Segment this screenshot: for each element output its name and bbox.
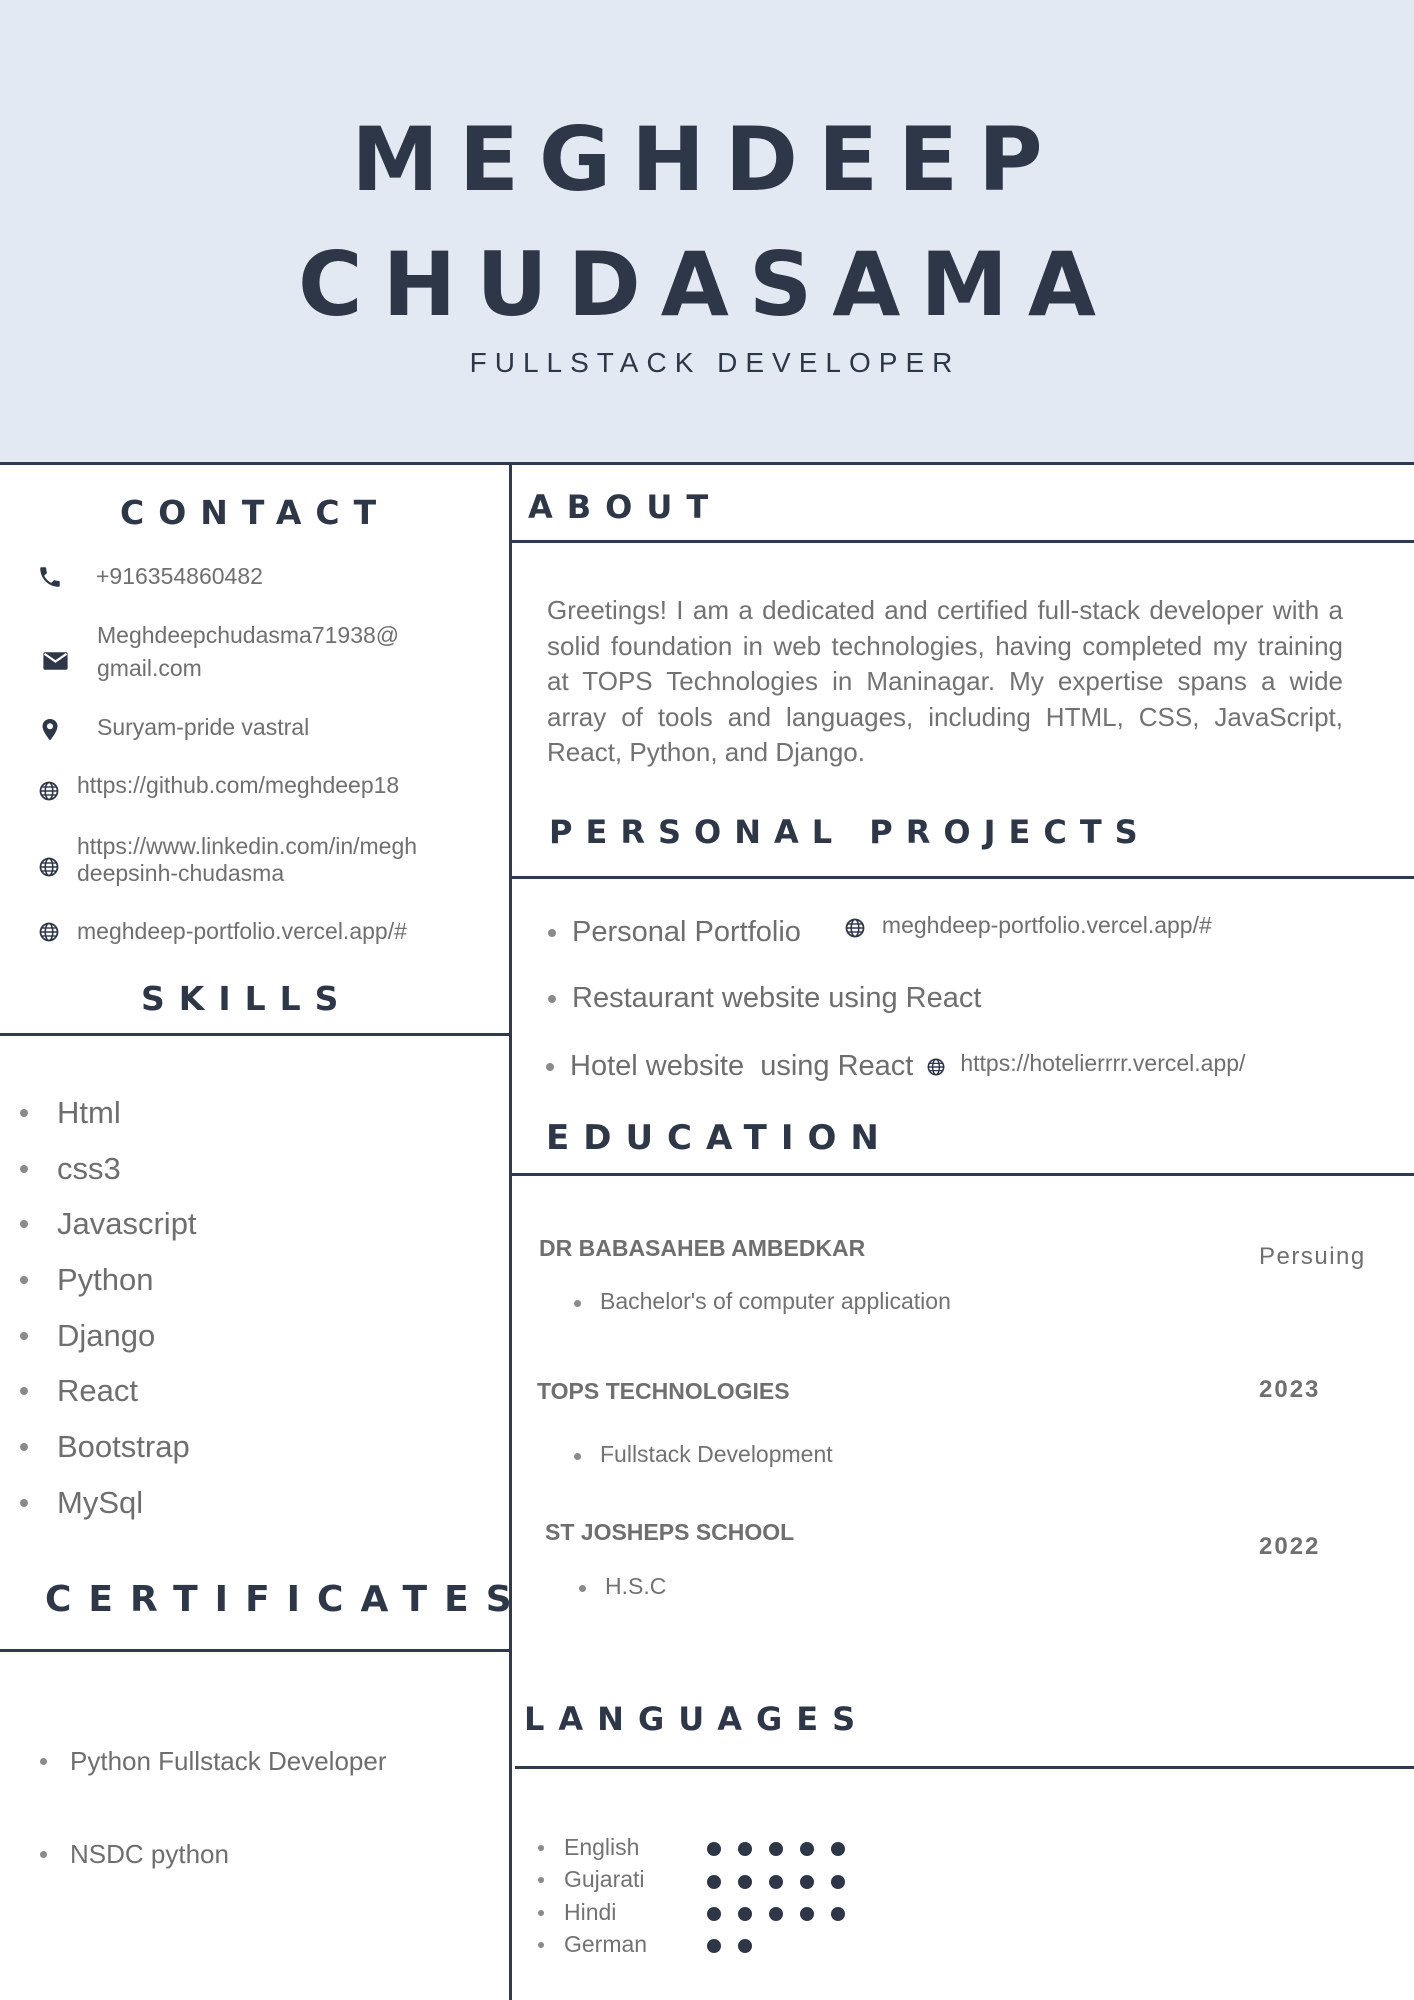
level-dot	[800, 1875, 814, 1889]
first-name: MEGHDEEP	[351, 108, 1063, 211]
email-line-1[interactable]: Meghdeepchudasma71938@	[97, 622, 400, 648]
education-year: 2022	[1259, 1533, 1321, 1560]
skill-item: Html	[20, 1093, 197, 1149]
email-icon	[42, 650, 69, 672]
last-name: CHUDASAMA	[298, 233, 1116, 336]
phone-number[interactable]: +916354860482	[96, 563, 263, 589]
languages-rule	[515, 1766, 1414, 1769]
level-dot	[707, 1939, 721, 1953]
language-name: English	[538, 1831, 647, 1863]
certificates-list	[40, 1744, 386, 1778]
project-title: Personal Portfolio	[572, 916, 801, 948]
project-item	[548, 982, 981, 1015]
github-link[interactable]: https://github.com/meghdeep18	[77, 772, 400, 798]
location-pin-icon	[40, 718, 60, 742]
skill-item: Python	[20, 1260, 197, 1316]
portfolio-link[interactable]: meghdeep-portfolio.vercel.app/#	[77, 918, 407, 944]
education-year: 2023	[1259, 1376, 1321, 1403]
level-dot	[769, 1875, 783, 1889]
skills-list	[20, 1093, 197, 1539]
level-dot	[738, 1939, 752, 1953]
level-dot	[831, 1875, 845, 1889]
project-title: Hotel website using React	[570, 1050, 914, 1082]
header-banner	[0, 0, 1414, 463]
globe-icon	[927, 1058, 945, 1076]
level-dot	[831, 1907, 845, 1921]
globe-icon	[39, 857, 59, 877]
email-line-2[interactable]: gmail.com	[97, 655, 202, 681]
about-rule	[510, 540, 1414, 543]
skills-rule	[0, 1033, 510, 1036]
level-dot	[800, 1842, 814, 1856]
bullet	[548, 929, 556, 937]
level-dot	[738, 1907, 752, 1921]
education-institution: TOPS TECHNOLOGIES	[537, 1378, 790, 1404]
language-level-rating	[707, 1939, 769, 1953]
languages-heading: LANGUAGES	[524, 1700, 870, 1738]
certificates-list	[40, 1837, 229, 1871]
level-dot	[707, 1875, 721, 1889]
education-detail: Fullstack Development	[574, 1441, 833, 1468]
education-detail: Bachelor's of computer application	[574, 1288, 951, 1315]
address: Suryam-pride vastral	[97, 714, 310, 740]
education-institution: ST JOSHEPS SCHOOL	[545, 1519, 795, 1545]
project-item	[548, 912, 1212, 949]
column-divider	[509, 462, 512, 2000]
project-link[interactable]: https://hotelierrrr.vercel.app/	[960, 1050, 1246, 1076]
skills-heading: SKILLS	[141, 979, 353, 1018]
job-title: FULLSTACK DEVELOPER	[469, 347, 961, 378]
skill-item: css3	[20, 1149, 197, 1205]
skill-item: React	[20, 1371, 197, 1427]
project-item	[546, 1050, 1245, 1083]
projects-rule	[512, 876, 1414, 879]
linkedin-link-line-2[interactable]: deepsinh-chudasma	[77, 860, 285, 886]
linkedin-link-line-1[interactable]: https://www.linkedin.com/in/megh	[77, 833, 418, 859]
level-dot	[707, 1907, 721, 1921]
projects-heading: PERSONAL PROJECTS	[549, 813, 1151, 851]
language-name: German	[538, 1928, 647, 1960]
skill-item: Bootstrap	[20, 1427, 197, 1483]
level-dot	[831, 1842, 845, 1856]
bullet	[548, 995, 556, 1003]
skill-item: MySql	[20, 1483, 197, 1539]
skill-item: Django	[20, 1316, 197, 1372]
language-name: Hindi	[538, 1896, 647, 1928]
language-level-rating	[707, 1875, 862, 1889]
contact-heading: CONTACT	[120, 493, 391, 532]
globe-icon	[39, 781, 59, 801]
certificates-rule	[0, 1649, 510, 1652]
education-heading: EDUCATION	[546, 1118, 893, 1158]
language-name: Gujarati	[538, 1863, 647, 1895]
level-dot	[769, 1842, 783, 1856]
header-divider	[0, 462, 1414, 465]
education-institution: DR BABASAHEB AMBEDKAR	[539, 1235, 866, 1261]
language-level-rating	[707, 1842, 862, 1856]
globe-icon	[845, 918, 865, 938]
project-link[interactable]: meghdeep-portfolio.vercel.app/#	[881, 912, 1212, 938]
about-paragraph: Greetings! I am a dedicated and certified full-stack developer with a solid foundation in web technologies, having completed my training at TOPS Technologies in Maninagar. My expertise spans a wide array of tools and languages, including HTML, CSS, JavaScript, React, Python, and Django.	[547, 595, 1343, 767]
education-rule	[512, 1173, 1414, 1176]
level-dot	[769, 1907, 783, 1921]
education-detail: H.S.C	[579, 1573, 666, 1600]
level-dot	[738, 1842, 752, 1856]
about-heading: ABOUT	[528, 488, 723, 526]
certificate-item: Python Fullstack Developer	[40, 1744, 386, 1778]
level-dot	[800, 1907, 814, 1921]
project-title: Restaurant website using React	[572, 982, 982, 1014]
globe-icon	[39, 922, 59, 942]
education-year: Persuing	[1259, 1243, 1366, 1270]
certificates-heading: CERTIFICATES	[45, 1579, 529, 1620]
level-dot	[707, 1842, 721, 1856]
language-level-rating	[707, 1907, 862, 1921]
languages-list	[538, 1831, 647, 1960]
phone-icon	[37, 564, 63, 590]
skill-item: Javascript	[20, 1204, 197, 1260]
level-dot	[738, 1875, 752, 1889]
certificate-item: NSDC python	[40, 1837, 229, 1871]
bullet	[546, 1063, 554, 1071]
